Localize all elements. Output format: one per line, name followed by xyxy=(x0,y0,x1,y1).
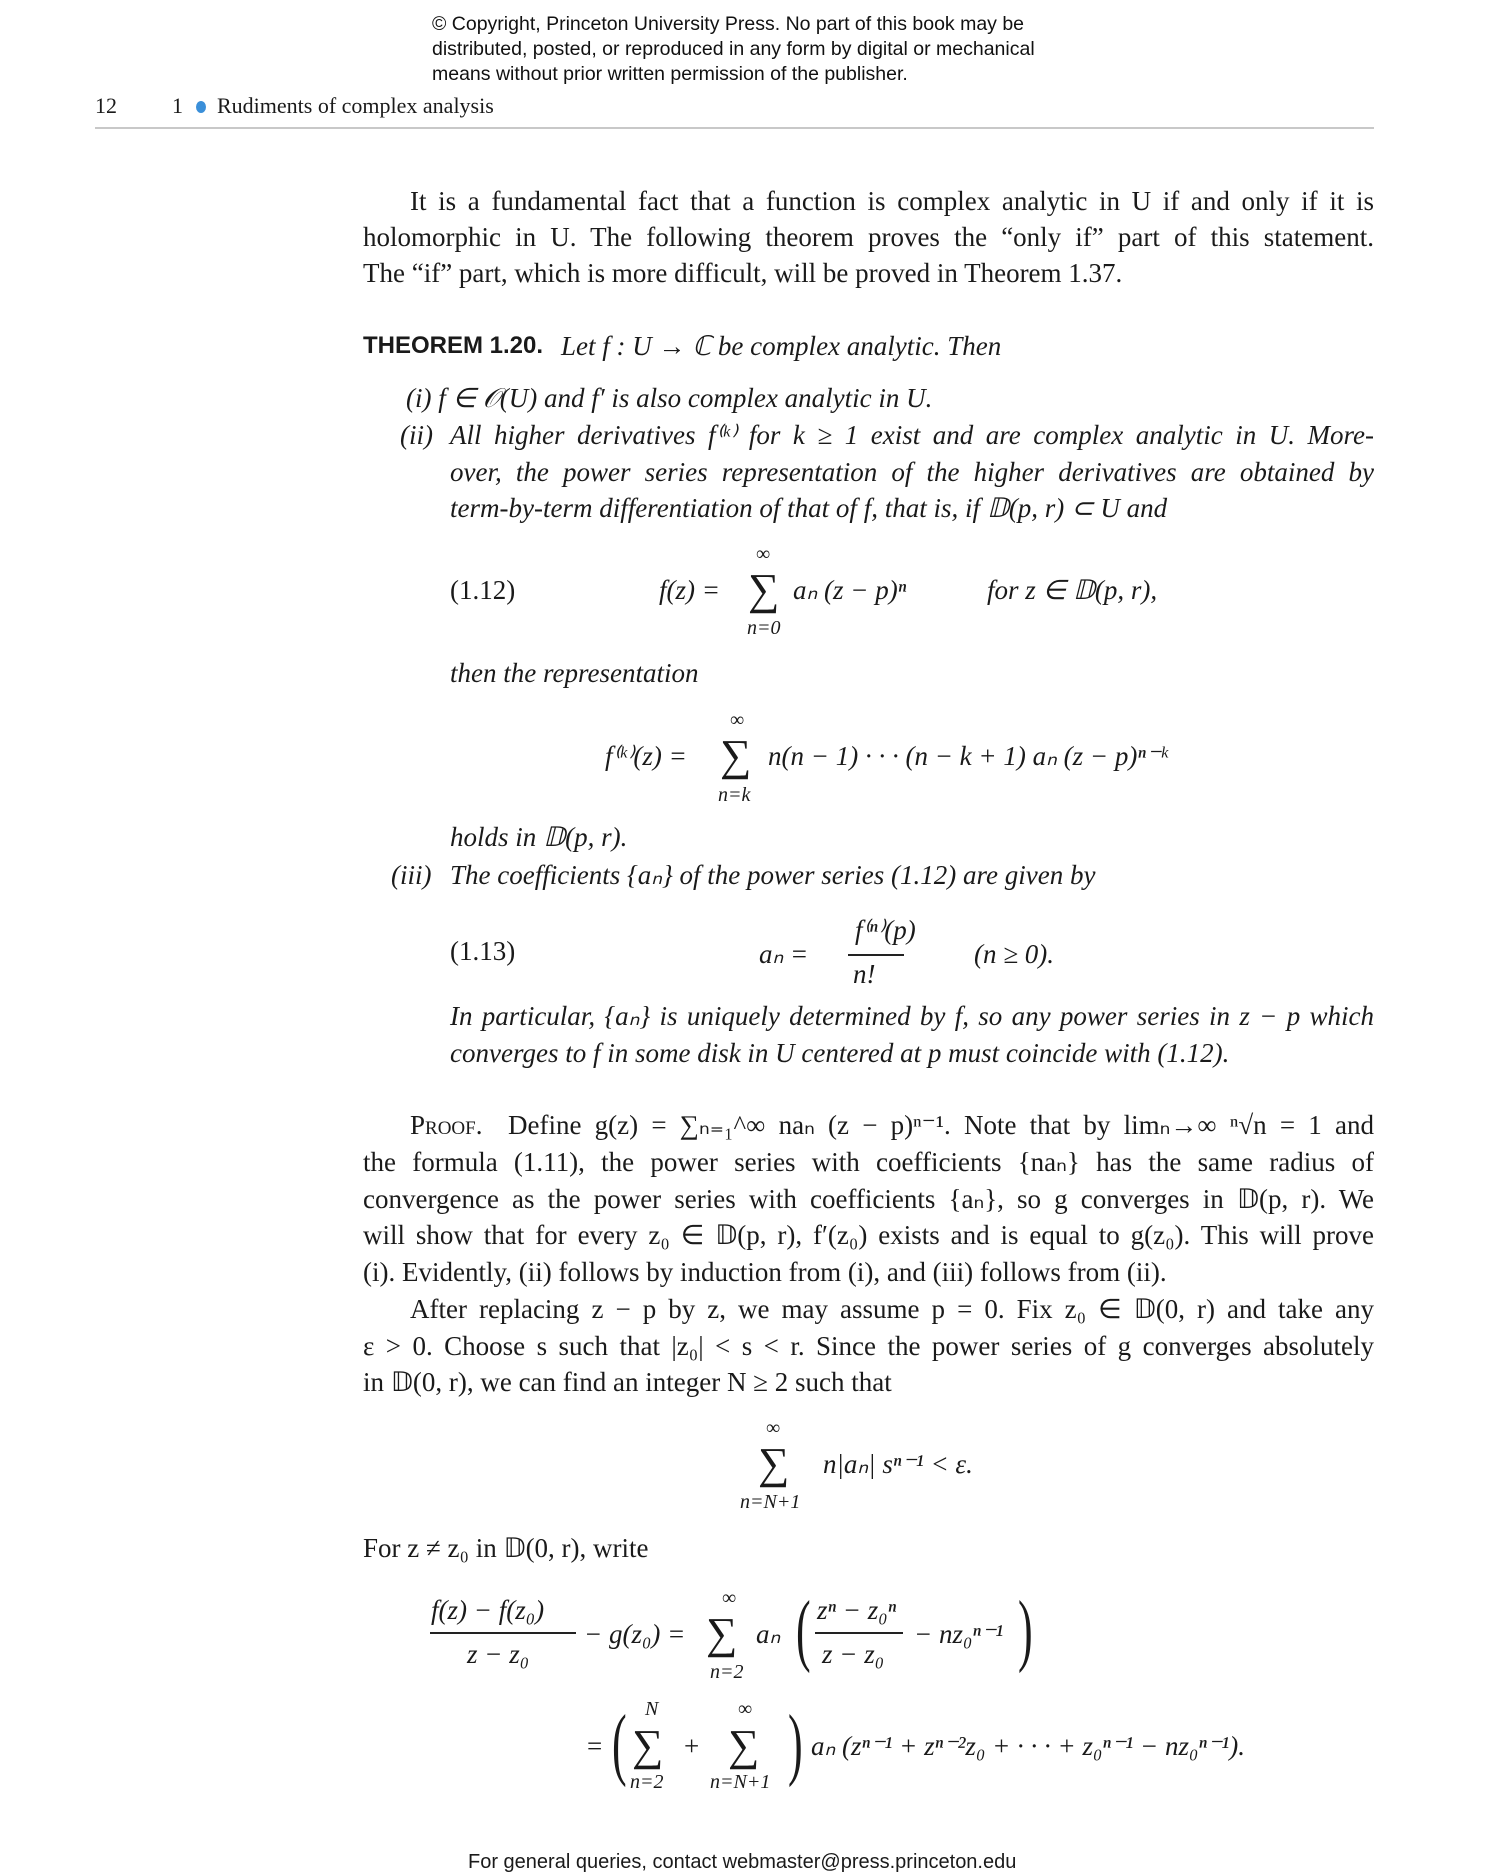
chapter-number: 1 xyxy=(172,93,183,118)
for-text: For z ≠ z₀ in 𝔻(0, r), write xyxy=(363,1533,649,1563)
equation-term: n(n − 1) · · · (n − k + 1) aₙ (z − p)ⁿ⁻ᵏ xyxy=(768,741,1168,771)
sum-sign: ∑ xyxy=(706,1609,738,1658)
equals-sign: = xyxy=(587,1731,603,1761)
sum-upper: ∞ xyxy=(738,1698,753,1720)
sum-upper: ∞ xyxy=(730,709,745,731)
equation-label: (1.13) xyxy=(450,936,516,966)
theorem-item-iii-label: (iii) xyxy=(391,860,432,890)
inner-tail: − nz₀ⁿ⁻¹ xyxy=(914,1619,1004,1649)
theorem-item-iii: The coefficients {aₙ} of the power series (1.12) are given by xyxy=(450,860,1096,890)
theorem-label: THEOREM 1.20. xyxy=(363,332,544,359)
proof-line: After replacing z − p by z, we may assume p = 0. Fix z₀ ∈ 𝔻(0, r) and take any xyxy=(410,1294,1374,1324)
theorem-particular-line: In particular, {aₙ} is uniquely determined by f, so any power series in z − p which xyxy=(450,1001,1374,1031)
intro-line: It is a fundamental fact that a function is complex analytic in U if and only if it is xyxy=(410,186,1374,216)
sum-upper: ∞ xyxy=(756,543,771,565)
coefficient: aₙ xyxy=(756,1619,781,1649)
theorem-item-i: (i) f ∈ 𝒪(U) and f′ is also complex analytic in U. xyxy=(406,383,933,413)
sum-sign: ∑ xyxy=(758,1439,790,1488)
copyright-line-2: distributed, posted, or reproduced in any form by digital or mechanical xyxy=(432,38,1035,60)
theorem-statement: Let f : U → ℂ be complex analytic. Then xyxy=(561,331,1002,361)
proof-label: Proof. xyxy=(410,1110,483,1140)
equation-lhs: f(z) = xyxy=(659,575,720,605)
bullet-icon xyxy=(196,101,206,113)
proof-line: will show that for every z₀ ∈ 𝔻(p, r), f′(z₀) exists and is equal to g(z₀). This will prove xyxy=(363,1220,1374,1250)
sum-lower: n=2 xyxy=(630,1771,664,1793)
holds-text: holds in 𝔻(p, r). xyxy=(450,822,628,852)
plus-sign: + xyxy=(684,1731,700,1761)
page-number: 12 xyxy=(95,93,117,118)
chapter-title: Rudiments of complex analysis xyxy=(217,93,494,118)
copyright-line-1: © Copyright, Princeton University Press. No part of this book may be xyxy=(432,13,1025,35)
sum-upper: N xyxy=(645,1698,659,1720)
equation-lhs: aₙ = xyxy=(759,939,809,969)
proof-line: Define g(z) = ∑ₙ₌₁^∞ naₙ (z − p)ⁿ⁻¹. Note that by limₙ→∞ ⁿ√n = 1 and xyxy=(508,1110,1374,1140)
fraction-numerator: f⁽ⁿ⁾(p) xyxy=(855,915,916,945)
proof-line: convergence as the power series with coefficients {aₙ}, so g converges in 𝔻(p, r). We xyxy=(363,1184,1374,1214)
theorem-item-ii-label: (ii) xyxy=(400,420,433,450)
inner-numerator: zⁿ − z₀ⁿ xyxy=(817,1595,897,1625)
sum-upper: ∞ xyxy=(722,1587,737,1609)
equation-label: (1.12) xyxy=(450,575,516,605)
header-rule xyxy=(95,127,1374,129)
sum-lower: n=N+1 xyxy=(710,1771,771,1793)
theorem-item-ii-line: term-by-term differentiation of that of f, that is, if 𝔻(p, r) ⊂ U and xyxy=(450,493,1168,523)
theorem-particular-line: converges to f in some disk in U centered at p must coincide with (1.12). xyxy=(450,1038,1230,1068)
equation-lhs: f⁽ᵏ⁾(z) = xyxy=(605,741,687,771)
theorem-item-ii-line: over, the power series representation of the higher derivatives are obtained by xyxy=(450,457,1374,487)
intro-line: holomorphic in U. The following theorem proves the “only if” part of this statement. xyxy=(363,222,1374,252)
equation-condition: for z ∈ 𝔻(p, r), xyxy=(987,575,1158,605)
inner-fraction-bar xyxy=(815,1632,903,1634)
inner-denominator: z − z₀ xyxy=(822,1639,885,1669)
left-paren: ( xyxy=(795,1586,811,1674)
proof-line: in 𝔻(0, r), we can find an integer N ≥ 2 such that xyxy=(363,1367,892,1397)
equation-middle: − g(z₀) = xyxy=(584,1619,686,1649)
proof-line: the formula (1.11), the power series with coefficients {naₙ} has the same radius of xyxy=(363,1147,1374,1177)
fraction-bar xyxy=(430,1632,576,1634)
proof-line: (i). Evidently, (ii) follows by induction from (i), and (iii) follows from (ii). xyxy=(363,1257,1167,1287)
equation-condition: (n ≥ 0). xyxy=(974,939,1055,969)
then-text: then the representation xyxy=(450,658,699,688)
theorem-item-ii-line: All higher derivatives f⁽ᵏ⁾ for k ≥ 1 exist and are complex analytic in U. More- xyxy=(450,420,1374,450)
copyright-line-3: means without prior written permission of the publisher. xyxy=(432,63,908,85)
fraction-numerator: f(z) − f(z₀) xyxy=(431,1595,545,1625)
right-paren: ) xyxy=(1017,1586,1033,1674)
sum-sign: ∑ xyxy=(720,731,752,780)
equation-term: n|aₙ| sⁿ⁻¹ < ε. xyxy=(823,1449,973,1479)
sum-lower: n=N+1 xyxy=(740,1491,801,1513)
equation-term: aₙ (zⁿ⁻¹ + zⁿ⁻²z₀ + · · · + z₀ⁿ⁻¹ − nz₀ⁿ⁻¹). xyxy=(811,1731,1245,1761)
fraction-bar xyxy=(848,954,904,956)
proof-line: ε > 0. Choose s such that |z₀| < s < r. Since the power series of g converges absolutely xyxy=(363,1331,1374,1361)
sum-sign: ∑ xyxy=(748,565,780,614)
sum-lower: n=0 xyxy=(747,617,781,639)
right-paren: ) xyxy=(787,1700,803,1788)
intro-line: The “if” part, which is more difficult, will be proved in Theorem 1.37. xyxy=(363,258,1123,288)
fraction-denominator: n! xyxy=(853,959,876,989)
fraction-denominator: z − z₀ xyxy=(467,1639,530,1669)
footer-contact: For general queries, contact webmaster@press.princeton.edu xyxy=(468,1851,1017,1873)
sum-lower: n=2 xyxy=(710,1661,744,1683)
equation-term: aₙ (z − p)ⁿ xyxy=(793,575,907,605)
sum-sign: ∑ xyxy=(632,1721,664,1770)
left-paren: ( xyxy=(611,1700,627,1788)
sum-sign: ∑ xyxy=(728,1721,760,1770)
sum-upper: ∞ xyxy=(766,1417,781,1439)
sum-lower: n=k xyxy=(718,784,751,806)
